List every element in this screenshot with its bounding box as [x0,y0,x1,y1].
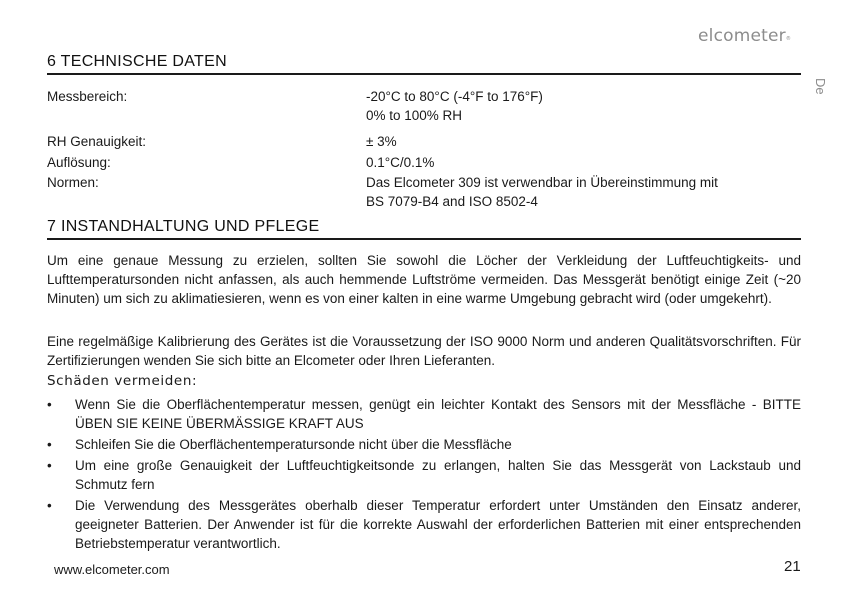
avoid-damage-subheading: Schäden vermeiden: [47,373,198,389]
spec-label: Normen: [47,175,99,190]
maintenance-paragraph: Um eine genaue Messung zu erzielen, sollten Sie sowohl die Löcher der Verkleidung der Luftfeuchtigkeits- und Lufttemperatursonden nicht anfassen, als auch hemmende Luftströme vermeiden. Das Messgerät benötigt einige Zeit (~20 Minuten) um sich zu aklimatiesieren, wenn es von einer kalten in eine warme Umgebung gebracht wird (oder umgekehrt). [47,253,801,306]
elcometer-logo: elcometer® [698,26,792,46]
bullet-icon: • [47,458,52,473]
spec-label: Auflösung: [47,155,111,170]
spec-label: Messbereich: [47,89,128,104]
spec-value: -20°C to 80°C (-4°F to 176°F) [366,89,543,104]
list-item: • Die Verwendung des Messgerätes oberhalb dieser Temperatur erfordert unter Umständen den Einsatz anderer, geeigneter Batterien. Der Anwender ist für die korrekte Auswahl der erforderlichen Batterien mit einer entsprechenden Betriebstemperatur verantwortlich. [47,498,801,551]
bullet-icon: • [47,437,52,452]
bullet-icon: • [47,397,52,412]
spec-value: Das Elcometer 309 ist verwendbar in Übereinstimmung mit [366,175,718,190]
section-6-title: 6 TECHNISCHE DATEN [47,53,801,75]
section-7-title: 7 INSTANDHALTUNG UND PFLEGE [47,218,801,240]
page-number: 21 [784,558,801,575]
damage-bullet-list [47,395,801,555]
bullet-icon: • [47,498,52,513]
spec-value: ± 3% [366,134,397,149]
language-tab: De [813,78,828,95]
footer-url: www.elcometer.com [54,562,170,577]
spec-label: RH Genauigkeit: [47,134,147,149]
list-item: • Schleifen Sie die Oberflächentemperatursonde nicht über die Messfläche [47,437,512,452]
spec-value: 0% to 100% RH [366,108,463,123]
list-item: • Um eine große Genauigkeit der Luftfeuchtigkeitsonde zu erlangen, halten Sie das Messgerät von Lackstaub und Schmutz fern [47,458,801,492]
spec-value: BS 7079-B4 and ISO 8502-4 [366,194,538,209]
list-item: • Wenn Sie die Oberflächentemperatur messen, genügt ein leichter Kontakt des Sensors mit der Messfläche - BITTE ÜBEN SIE KEINE ÜBERMÄSSIGE KRAFT AUS [47,397,801,431]
calibration-paragraph: Eine regelmäßige Kalibrierung des Gerätes ist die Voraussetzung der ISO 9000 Norm und anderen Qualitätsvorschriften. Für Zertifizierungen wenden Sie sich bitte an Elcometer oder Ihren Lieferanten. [47,334,801,368]
spec-value: 0.1°C/0.1% [366,155,435,170]
